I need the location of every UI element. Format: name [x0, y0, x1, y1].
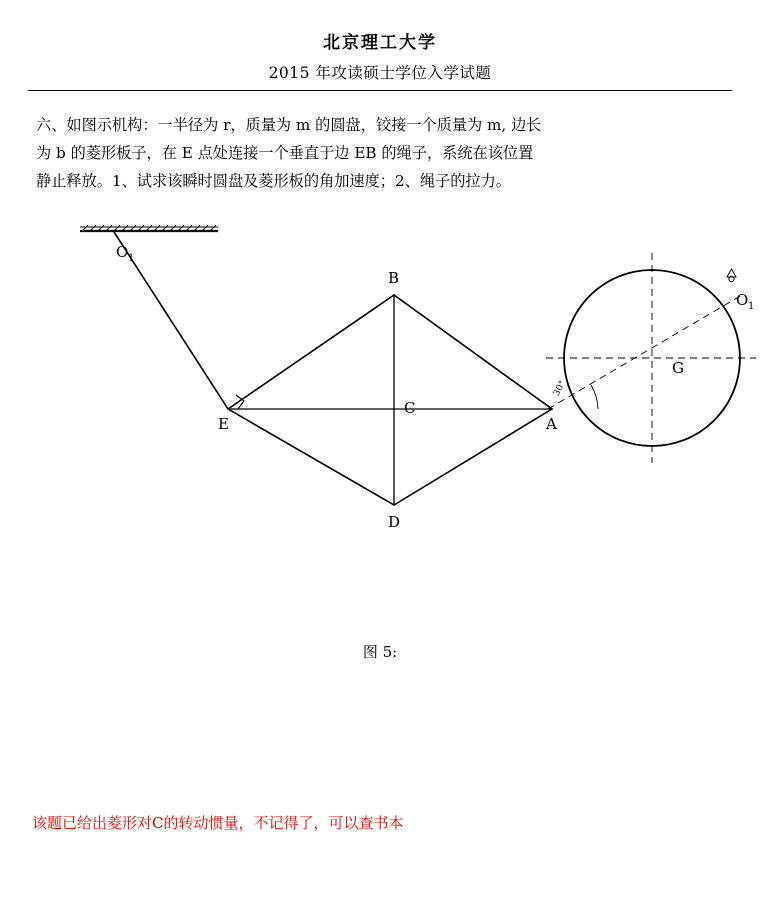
label-D: D	[388, 513, 401, 532]
ceiling-support-icon	[80, 225, 218, 231]
label-C: C	[404, 399, 416, 418]
disc-circle	[564, 270, 740, 446]
label-O1-hinge-sub: 1	[128, 253, 135, 265]
red-annotation-note: 该题已给出菱形对C的转动惯量，不记得了，可以查书本	[32, 814, 404, 832]
rhombus-plate	[228, 295, 552, 505]
header-divider	[28, 90, 732, 91]
exam-subtitle: 2015 年攻读硕士学位入学试题	[268, 64, 492, 82]
angle-arc	[591, 385, 598, 409]
question-line-2: 为 b 的菱形板子，在 E 点处连接一个垂直于边 EB 的绳子，系统在该位置	[36, 144, 534, 163]
figure-caption: 图 5:	[362, 643, 398, 662]
mechanism-svg	[0, 213, 760, 633]
label-angle-30: 30°	[551, 379, 569, 399]
question-line-3: 静止释放。1、试求该瞬时圆盘及菱形板的角加速度；2、绳子的拉力。	[36, 172, 511, 191]
label-disc-center-sub: 1	[748, 301, 755, 313]
label-E: E	[218, 415, 229, 434]
question-line-1: 六、如图示机构：一半径为 r，质量为 m 的圆盘，铰接一个质量为 m, 边长	[36, 116, 542, 134]
figure-diagram	[0, 213, 760, 633]
label-O1-hinge: O	[116, 243, 129, 262]
disc-hinge-icon	[727, 269, 736, 282]
label-disc-center: O	[736, 291, 749, 310]
university-name: 北京理工大学	[323, 33, 437, 53]
label-A: A	[546, 415, 557, 434]
question-text	[36, 111, 724, 195]
page-header	[0, 0, 760, 83]
label-G: G	[672, 359, 684, 378]
label-B: B	[388, 269, 400, 288]
